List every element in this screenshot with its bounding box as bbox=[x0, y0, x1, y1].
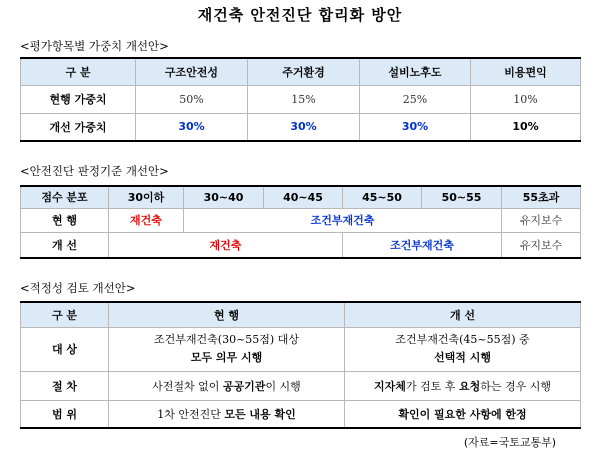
criteria-header-range: 30~40 bbox=[184, 186, 264, 208]
review-target-current bbox=[109, 327, 345, 371]
criteria-table bbox=[20, 185, 581, 259]
criteria-header-range: 45~50 bbox=[343, 186, 422, 208]
weights-cell: 30% bbox=[136, 113, 248, 141]
review-text: 조건부재건축(30~55점) 대상 bbox=[154, 333, 299, 346]
review-text: 지자체 bbox=[374, 379, 406, 393]
section1-label: <평가항목별 가중치 개선안> bbox=[20, 39, 169, 53]
page-title: 재건축 안전진단 합리화 방안 bbox=[197, 6, 403, 24]
review-text: 선택적 시행 bbox=[434, 351, 491, 364]
criteria-current-rebuild: 재건축 bbox=[109, 208, 184, 232]
source-caption: (자료=국토교통부) bbox=[463, 436, 556, 449]
review-header-current: 현 행 bbox=[109, 302, 345, 327]
criteria-improved-rebuild: 재건축 bbox=[109, 232, 343, 258]
weights-row-label: 개선 가중치 bbox=[21, 113, 136, 141]
criteria-row-label: 개 선 bbox=[21, 232, 109, 258]
review-text: 모든 내용 확인 bbox=[224, 407, 296, 421]
review-row-label: 범 위 bbox=[21, 400, 109, 428]
weights-table bbox=[20, 57, 581, 142]
review-row-label: 대 상 bbox=[21, 327, 109, 371]
review-text: 이 시행 bbox=[265, 379, 301, 393]
criteria-header-range: 50~55 bbox=[422, 186, 502, 208]
review-procedure-improved bbox=[345, 371, 581, 400]
review-scope-improved: 확인이 필요한 사항에 한정 bbox=[345, 400, 581, 428]
weights-cell: 30% bbox=[248, 113, 360, 141]
review-text: 하는 경우 시행 bbox=[480, 379, 551, 393]
review-text: 공공기관 bbox=[222, 379, 266, 393]
review-header-category: 구 분 bbox=[21, 302, 109, 327]
review-procedure-current bbox=[109, 371, 345, 400]
review-text: 모두 의무 시행 bbox=[190, 351, 263, 364]
weights-cell: 50% bbox=[136, 85, 248, 113]
review-target-improved bbox=[345, 327, 581, 371]
review-text: 사전절차 없이 bbox=[152, 379, 223, 393]
criteria-header-range: 55초과 bbox=[502, 186, 581, 208]
review-text: 1차 안전진단 bbox=[157, 407, 225, 421]
weights-cell: 10% bbox=[471, 85, 581, 113]
criteria-current-maintain: 유지보수 bbox=[502, 208, 581, 232]
weights-header-facility: 설비노후도 bbox=[360, 58, 471, 85]
review-scope-current bbox=[109, 400, 345, 428]
review-text: 요청 bbox=[458, 379, 481, 393]
criteria-header-range: 40~45 bbox=[264, 186, 343, 208]
weights-header-structure: 구조안전성 bbox=[136, 58, 248, 85]
review-header-improved: 개 선 bbox=[345, 302, 581, 327]
criteria-improved-conditional: 조건부재건축 bbox=[343, 232, 502, 258]
criteria-header-score: 점수 분포 bbox=[21, 186, 109, 208]
weights-header-cost: 비용편익 bbox=[471, 58, 581, 85]
review-text: 가 검토 후 bbox=[405, 379, 459, 393]
section2-label: <안전진단 판정기준 개선안> bbox=[20, 164, 169, 178]
review-table bbox=[20, 301, 581, 429]
weights-cell: 30% bbox=[360, 113, 471, 141]
criteria-improved-maintain: 유지보수 bbox=[502, 232, 581, 258]
section3-label: <적정성 검토 개선안> bbox=[20, 281, 136, 295]
weights-cell: 25% bbox=[360, 85, 471, 113]
weights-header-living: 주거환경 bbox=[248, 58, 360, 85]
review-row-label: 절 차 bbox=[21, 371, 109, 400]
weights-cell: 15% bbox=[248, 85, 360, 113]
weights-row-label: 현행 가중치 bbox=[21, 85, 136, 113]
criteria-header-range: 30이하 bbox=[109, 186, 184, 208]
review-text: 조건부재건축(45~55점) 중 bbox=[395, 333, 530, 346]
weights-cell: 10% bbox=[471, 113, 581, 141]
weights-header-category: 구 분 bbox=[21, 58, 136, 85]
criteria-current-conditional: 조건부재건축 bbox=[184, 208, 502, 232]
criteria-row-label: 현 행 bbox=[21, 208, 109, 232]
